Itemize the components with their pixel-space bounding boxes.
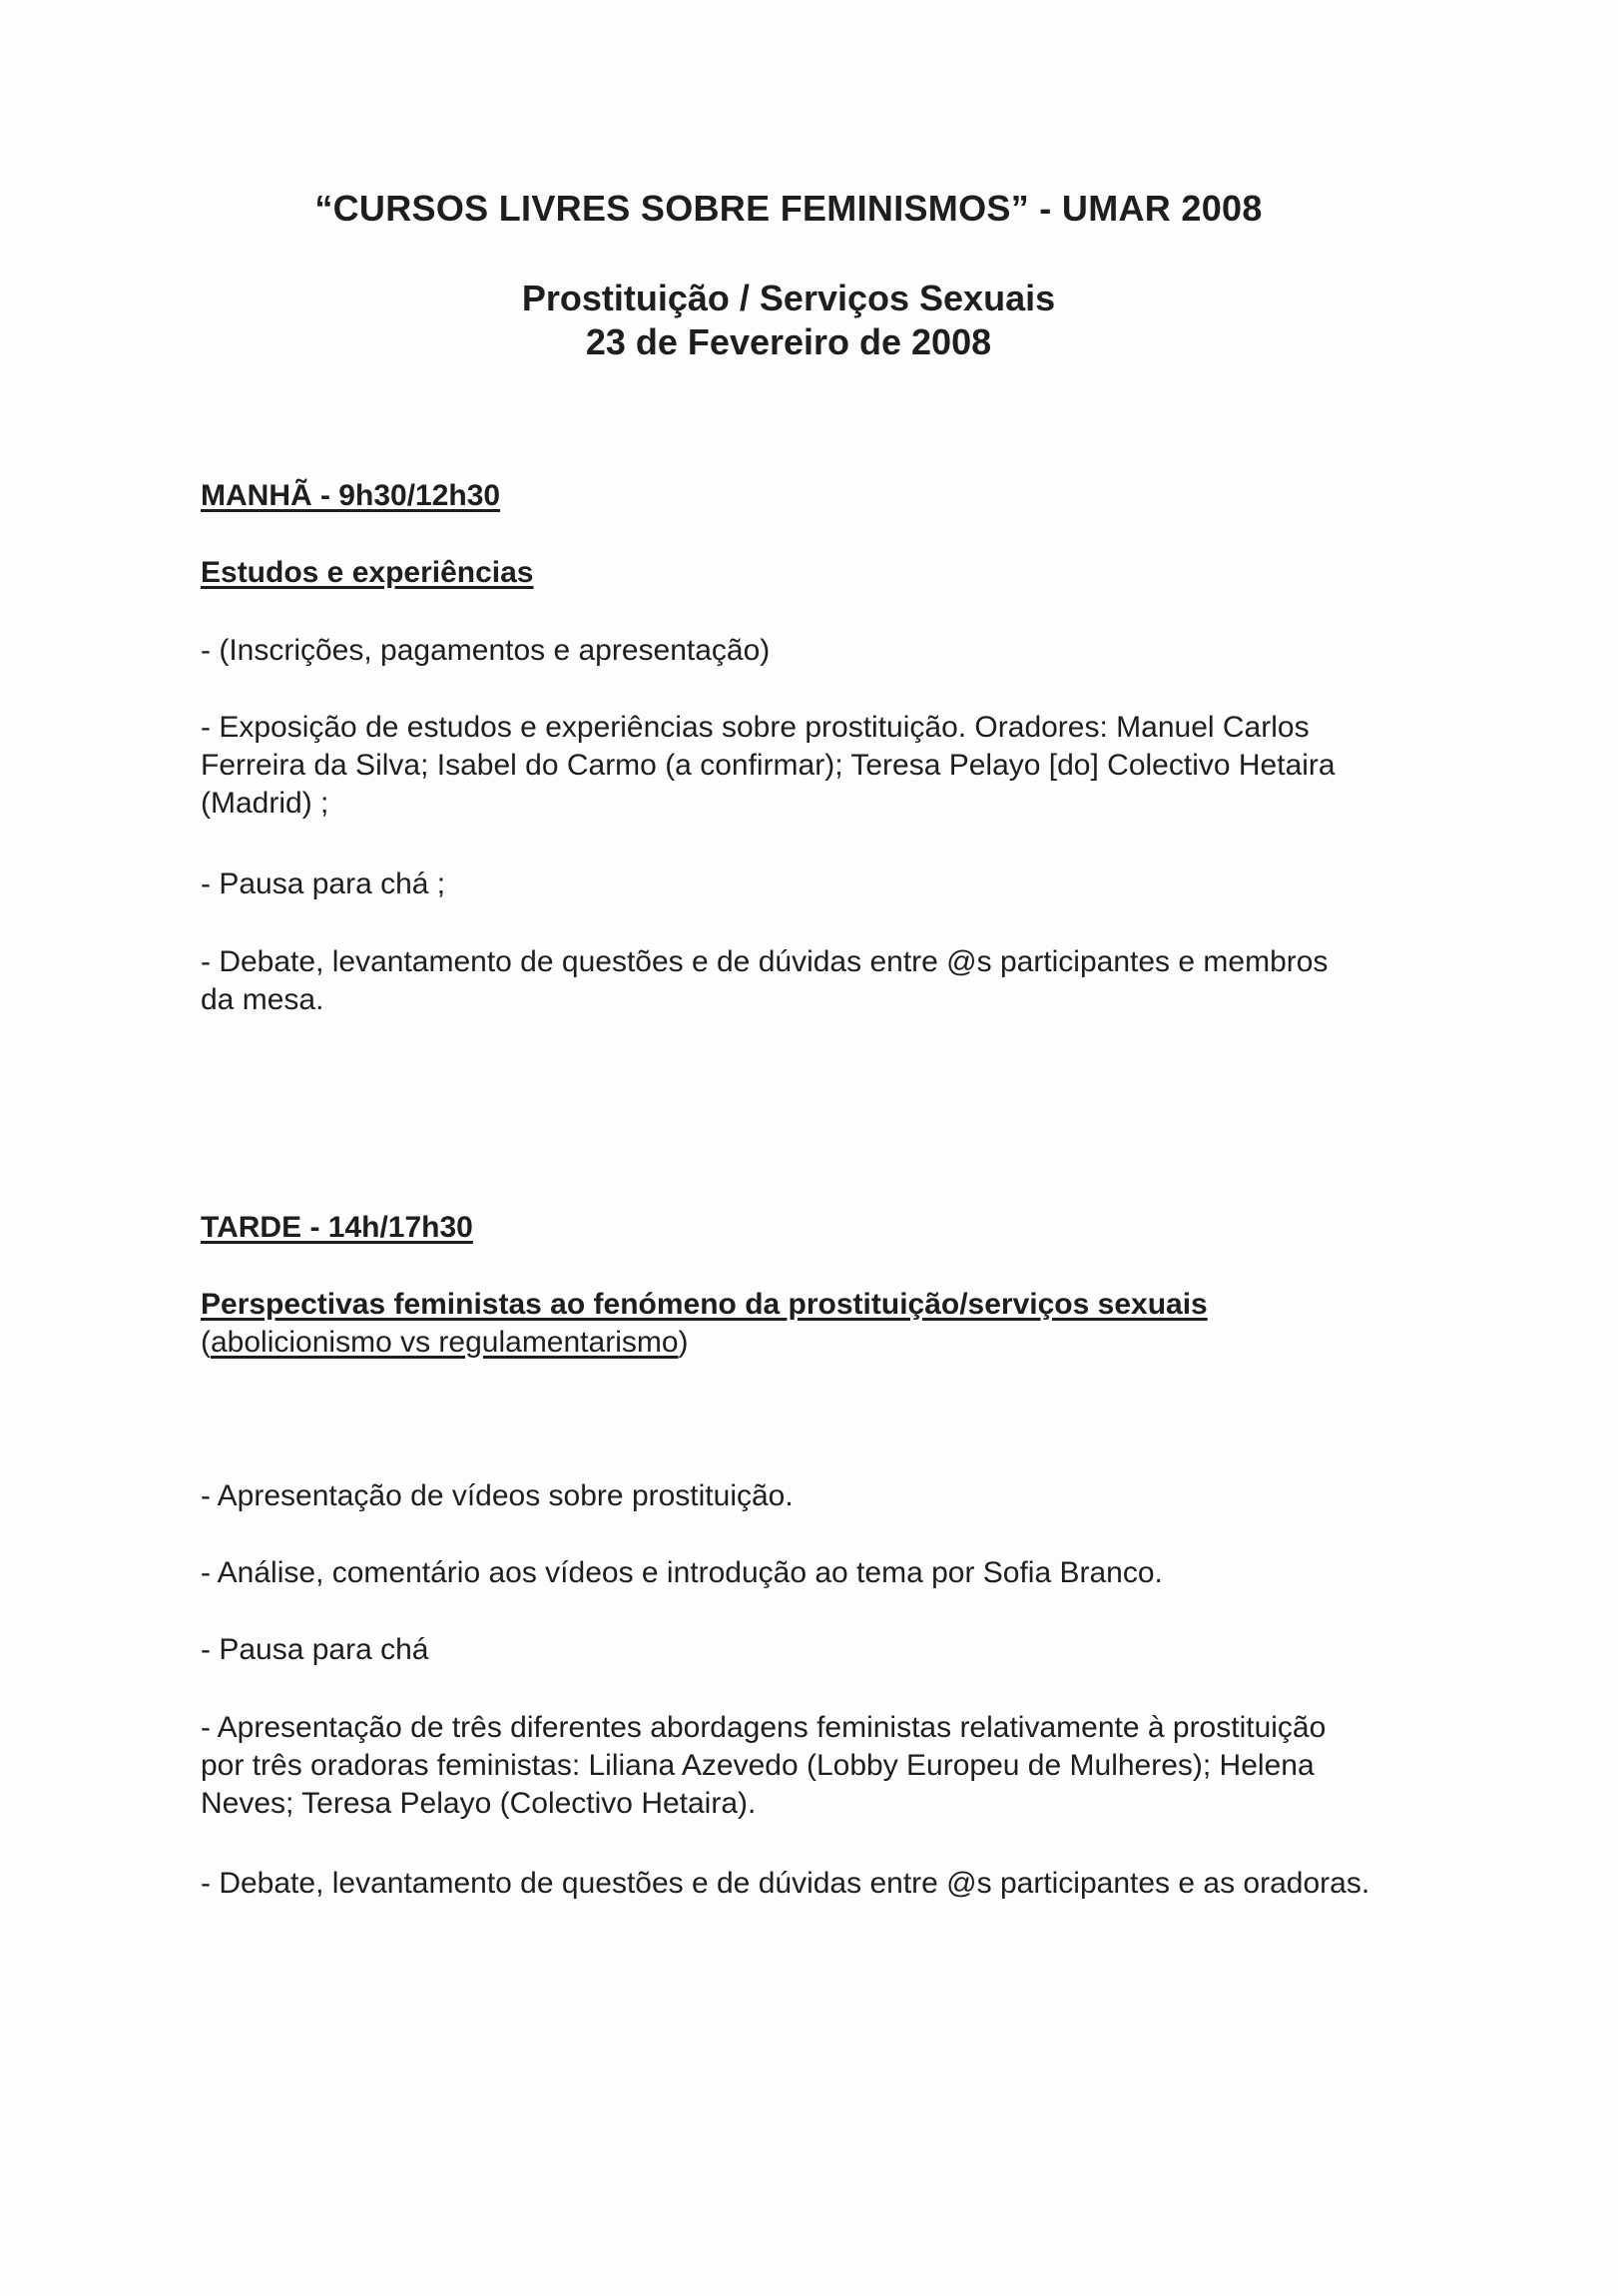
morning-item: - Debate, levantamento de questões e de dúvidas entre @s participantes e membros da mesa. <box>201 945 1329 1016</box>
afternoon-item: - Análise, comentário aos vídeos e introdução ao tema por Sofia Branco. <box>201 1556 1163 1589</box>
morning-item: - Exposição de estudos e experiências sobre prostituição. Oradores: Manuel Carlos Ferreira da Silva; Isabel do Carmo (a confirmar); Teresa Pelayo [do] Colectivo Hetaira (Madrid) ; <box>201 711 1336 820</box>
afternoon-subheading: Perspectivas feministas ao fenómeno da prostituição/serviços sexuais <box>201 1288 1208 1321</box>
afternoon-item: - Debate, levantamento de questões e de dúvidas entre @s participantes e as oradoras. <box>201 1867 1370 1900</box>
morning-item: - Pausa para chá ; <box>201 867 446 900</box>
document-title: “CURSOS LIVRES SOBRE FEMINISMOS” - UMAR 2008 <box>314 188 1263 229</box>
document-subtitle-topic: Prostituição / Serviços Sexuais <box>521 278 1056 318</box>
afternoon-item: - Apresentação de vídeos sobre prostituição. <box>201 1479 794 1512</box>
document-subtitle-date: 23 de Fevereiro de 2008 <box>585 321 992 362</box>
morning-subheading: Estudos e experiências <box>201 556 534 589</box>
paren-text: abolicionismo vs regulamentarismo <box>211 1326 679 1359</box>
morning-item: - (Inscrições, pagamentos e apresentação) <box>201 634 771 667</box>
afternoon-item: - Apresentação de três diferentes abordagens feministas relativamente à prostituição por três oradoras feministas: Liliana Azevedo (Lobby Europeu de Mulheres); Helena Neves; Teresa Pelayo (Colectivo Hetaira). <box>201 1711 1327 1820</box>
paren-open: ( <box>201 1326 211 1359</box>
afternoon-subheading-parenthetical <box>201 1326 689 1360</box>
afternoon-heading: TARDE - 14h/17h30 <box>201 1211 473 1244</box>
morning-heading: MANHÃ - 9h30/12h30 <box>201 479 501 512</box>
paren-close: ) <box>678 1326 689 1359</box>
afternoon-item: - Pausa para chá <box>201 1633 429 1666</box>
